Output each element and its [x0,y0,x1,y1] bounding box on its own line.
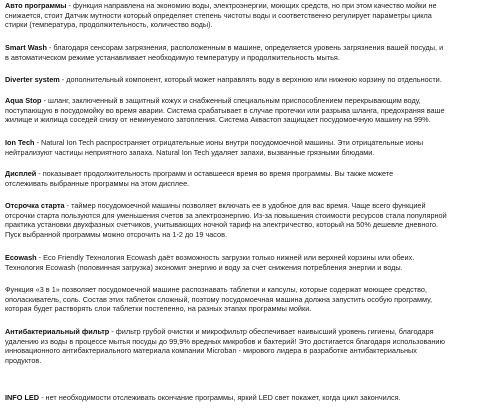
feature-line: нейтрализуют частицы неприятного запаха. Natural Ion Tech удаляет запахи, вызванные грязными блюдами. [5,147,375,157]
feature-first-line [5,285,493,295]
feature-text: - показывает продолжительность программ и оставшееся время во время программы. Вы также можете [36,169,394,178]
feature-line: Технология Ecowash (половинная загрузка) экономит энергию и воду за счет снижения потребления энергии и воды. [5,262,403,272]
feature-term: Aqua Stop [5,96,42,105]
feature-line: которая будет растворять слои таблетки постепенно, на разных этапах программы мойки. [5,304,312,314]
feature-line: отсрочки старта пользуются для уменьшения счетов за электроэнергию. Из-за повышения стоимости ресурсов стала популярной [5,210,447,220]
feature-term: Авто программы [5,1,67,10]
feature-ecowash [5,253,493,272]
feature-line: отслеживать выбранные программы на этом дисплее. [5,178,190,188]
feature-first-line [5,253,493,263]
feature-text: - фильтр грубой очистки и микрофильтр обеспечивает наивысший уровень гигиены, благодаря [109,327,434,336]
feature-line: жилище и жилища соседей снизу от неминуемого затопления. Система Аквастоп защищает посудомоечную машину на 99%. [5,115,431,125]
feature-text: - шланг, заключенный в защитный кожух и снабженный специальным приспособлением перекрывающим воду, [41,96,421,105]
feature-text: - благодаря сенсорам загрязнения, расположенным в машине, определяется уровень загрязнения вашей посуды, и [46,43,444,52]
feature-term: Отсрочка старта [5,201,65,210]
feature-smart-wash [5,43,493,62]
feature-line: продуктов. [5,355,42,365]
feature-antibacterial-filter [5,327,493,365]
feature-first-line [5,169,493,179]
feature-first-line [5,393,493,403]
feature-ion-tech [5,138,493,157]
feature-term: Антибактериальный фильтр [5,327,110,336]
feature-line: стирки (температура, продолжительность, количество воды). [5,20,213,30]
feature-term: Smart Wash [5,43,47,52]
feature-first-line [5,96,493,106]
feature-line: ополаскиватель, соль. Состав этих таблеток сложный, поэтому посудомоечная машина должна запустить особую программу, [5,294,433,304]
feature-term: Ion Tech [5,138,35,147]
feature-aqua-stop [5,96,493,125]
feature-first-line [5,201,493,211]
feature-text: - нет необходимости отслеживать окончание программы, яркий LED свет покажет, когда цикл закончился. [39,393,401,402]
feature-line: в автоматическом режиме устанавливает необходимую температуру и продолжительность мытья. [5,52,340,62]
feature-auto-programs [5,1,493,30]
feature-text: - функция направлена на экономию воды, электроэнергии, моющих средств, но при этом качество мойки не [66,1,437,10]
feature-first-line [5,138,493,148]
feature-diverter-system [5,75,493,85]
feature-delay-start [5,201,493,239]
feature-term: Diverter system [5,75,60,84]
feature-text: - таймер посудомоечной машины позволяет включать ее в удобное для вас время. Чаще всего функцией [64,201,426,210]
feature-info-led [5,393,493,403]
feature-text: - Natural Ion Tech распространяет отрицательные ионы внутри посудомоечной машины. Эти отрицательные ионы [34,138,424,147]
feature-first-line [5,43,493,53]
feature-line: практика установки двухфазных счетчиков, учитывающих ночной тариф на электричество, который на 50% дешевле дневного. [5,220,439,230]
feature-3-in-1 [5,285,493,314]
feature-term: Дисплей [5,169,37,178]
feature-first-line [5,75,493,85]
feature-text: - дополнительный компонент, который может направлять воду в верхнюю или нижнюю корзину по отдельности. [59,75,442,84]
feature-line: снижается, стоит Датчик мутности который определяет степень чистоты воды и соответственно регулирует параметры цикла [5,10,432,20]
feature-line: удалению из воды в процессе мытья посуды до 99,9% вредных микробов и бактерий! Это достигается благодаря использованию [5,336,445,346]
feature-line: Пуск выбранной программы можно отсрочить на 1-2 до 19 часов. [5,229,227,239]
feature-display [5,169,493,188]
feature-term: Ecowash [5,253,37,262]
feature-line: поступающую в посудомойку во время аварии. Система срабатывает в случае протечки или разрыва шланга, предохраняя ваше [5,105,445,115]
feature-text: Функция «3 в 1» позволяет посудомоечной машине распознавать таблетки и капсулы, которые содержат моющее средство, [5,285,427,294]
feature-first-line [5,327,493,337]
feature-line: инновационного антибактериального материала компании Microban - мирового лидера в разработке антибактериальных [5,346,417,356]
feature-term: INFO LED [5,393,40,402]
feature-first-line [5,1,493,11]
feature-text: - Eco Friendly Технология Ecowash даёт возможность загрузки только нижней или верхней корзины или обеих. [36,253,415,262]
